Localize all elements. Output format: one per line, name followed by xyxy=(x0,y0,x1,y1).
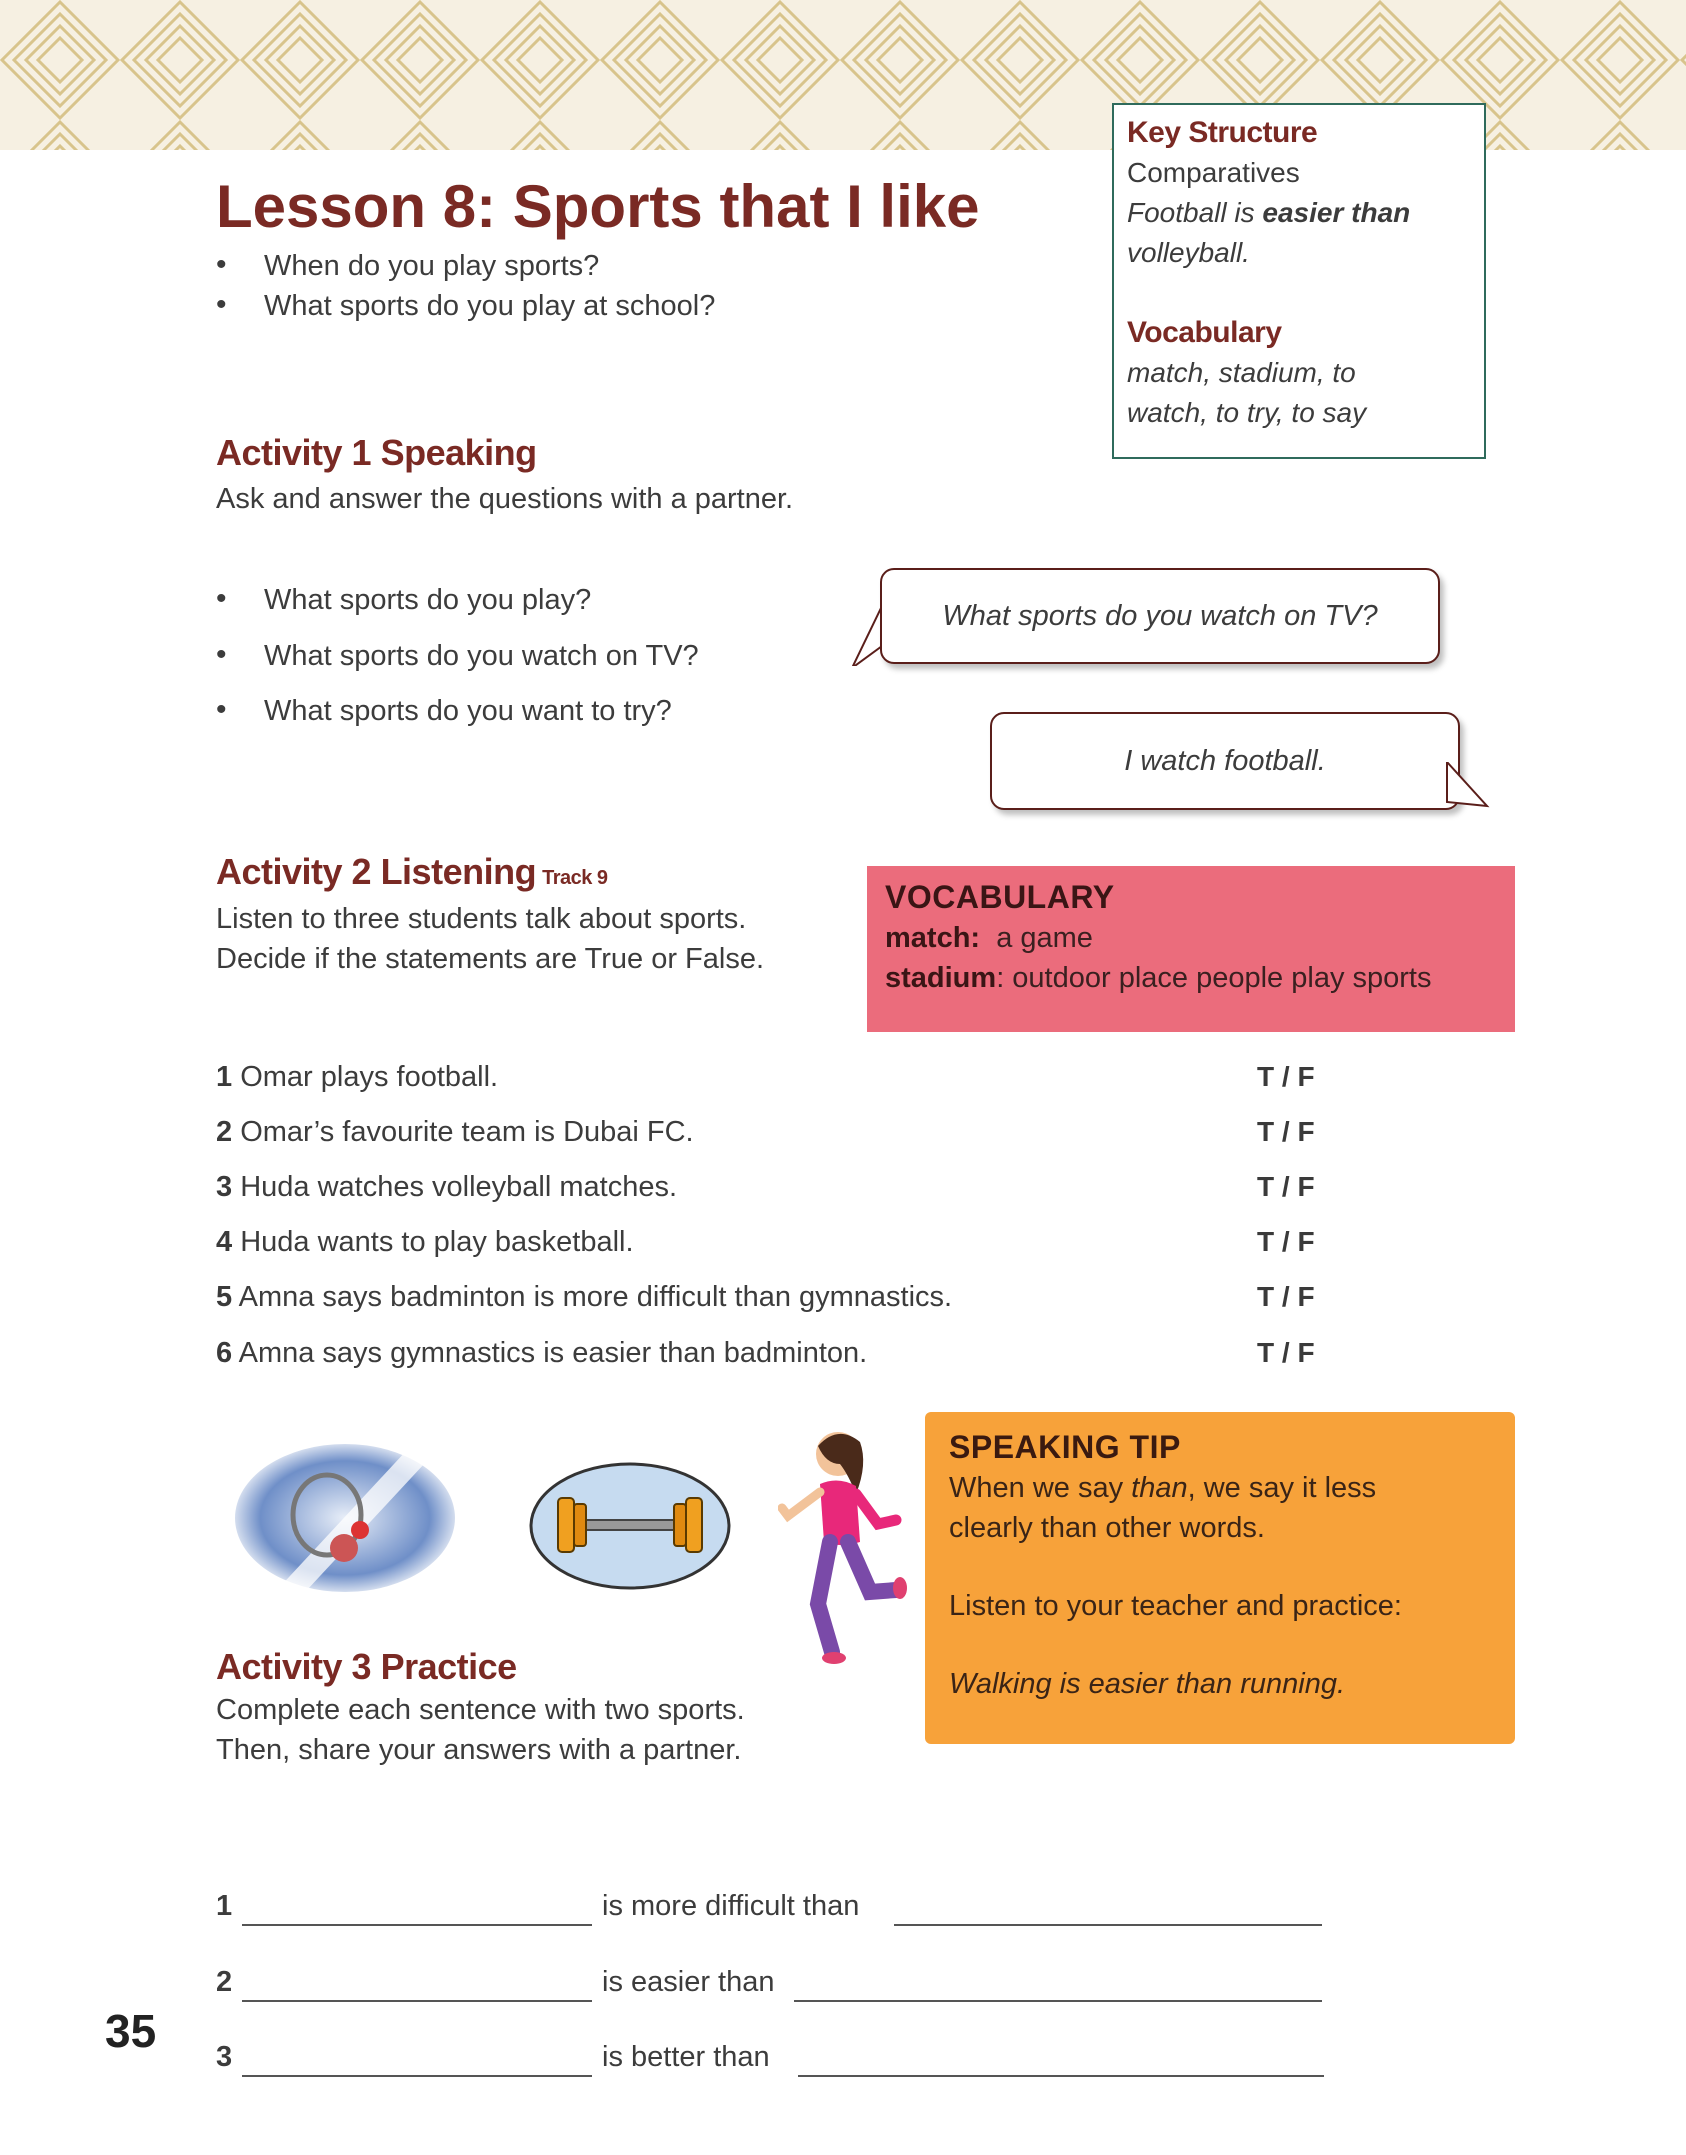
true-false-choice[interactable]: T / F xyxy=(1257,1281,1315,1312)
runner-icon xyxy=(778,1424,908,1672)
practice-item-number: 2 xyxy=(216,1966,233,1998)
statement-row: 2 Omar’s favourite team is Dubai FC. xyxy=(216,1116,694,1148)
practice-item-number: 1 xyxy=(216,1890,233,1922)
bullet-icon: • xyxy=(216,693,227,726)
statement-row: 3 Huda watches volleyball matches. xyxy=(216,1171,678,1203)
answer-blank[interactable] xyxy=(242,1924,592,1926)
key-structure-box xyxy=(1112,103,1486,459)
activity2-instruction: Decide if the statements are True or False. xyxy=(216,943,765,975)
practice-item-text: is easier than xyxy=(602,1966,775,1998)
activity3-heading: Activity 3 Practice xyxy=(216,1646,517,1687)
key-structure-example: Football is easier than xyxy=(1127,197,1411,228)
bullet-icon: • xyxy=(216,582,227,615)
true-false-choice[interactable]: T / F xyxy=(1257,1171,1315,1202)
practice-item-text: is better than xyxy=(602,2041,770,2073)
key-structure-example-end: volleyball. xyxy=(1127,237,1250,268)
activity3-instruction: Then, share your answers with a partner. xyxy=(216,1734,742,1766)
activity3-instruction: Complete each sentence with two sports. xyxy=(216,1694,745,1726)
speaking-tip-box xyxy=(925,1412,1515,1744)
vocabulary-box xyxy=(867,866,1515,1032)
activity2-heading: Activity 2 Listening Track 9 xyxy=(216,851,608,892)
answer-blank[interactable] xyxy=(242,2000,592,2002)
activity2-instruction: Listen to three students talk about sports. xyxy=(216,903,747,935)
statement-row: 6 Amna says gymnastics is easier than badminton. xyxy=(216,1337,868,1369)
speech-bubble-question xyxy=(852,568,1452,668)
bubble-answer-text: I watch football. xyxy=(990,712,1460,810)
bullet-icon: • xyxy=(216,248,227,281)
answer-blank[interactable] xyxy=(794,2000,1322,2002)
speaking-tip-text: When we say than, we say it less xyxy=(949,1472,1377,1504)
dumbbell-icon xyxy=(528,1460,732,1592)
vocab-definition: match: a game xyxy=(885,922,1093,954)
key-structure-heading: Key Structure xyxy=(1127,116,1318,149)
weights-illustration xyxy=(528,1460,732,1592)
statement-row: 4 Huda wants to play basketball. xyxy=(216,1226,634,1258)
bullet-icon: • xyxy=(216,638,227,671)
bubble-tail-icon xyxy=(1445,762,1490,822)
speaking-tip-heading: SPEAKING TIP xyxy=(949,1429,1181,1465)
vocabulary-heading: Vocabulary xyxy=(1127,316,1282,349)
intro-question: • What sports do you play at school? xyxy=(216,288,716,322)
bullet-icon: • xyxy=(216,288,227,321)
vocabulary-words: match, stadium, to xyxy=(1127,357,1356,388)
intro-question: • When do you play sports? xyxy=(216,248,600,282)
speaking-tip-text: clearly than other words. xyxy=(949,1512,1265,1544)
activity1-question: • What sports do you watch on TV? xyxy=(216,638,699,672)
true-false-choice[interactable]: T / F xyxy=(1257,1337,1315,1368)
true-false-choice[interactable]: T / F xyxy=(1257,1061,1315,1092)
badminton-illustration xyxy=(232,1440,458,1595)
speaking-tip-example: Walking is easier than running. xyxy=(949,1668,1346,1700)
running-girl-illustration xyxy=(778,1424,908,1672)
practice-item-text: is more difficult than xyxy=(602,1890,860,1922)
page-number: 35 xyxy=(105,2005,157,2057)
vocab-definition: stadium: outdoor place people play sports xyxy=(885,962,1432,994)
statement-row: 5 Amna says badminton is more difficult than gymnastics. xyxy=(216,1281,953,1313)
speaking-tip-text: Listen to your teacher and practice: xyxy=(949,1590,1402,1622)
answer-blank[interactable] xyxy=(242,2075,592,2077)
activity1-question: • What sports do you want to try? xyxy=(216,693,672,727)
answer-blank[interactable] xyxy=(798,2075,1324,2077)
true-false-choice[interactable]: T / F xyxy=(1257,1226,1315,1257)
statement-row: 1 Omar plays football. xyxy=(216,1061,499,1093)
practice-item-number: 3 xyxy=(216,2041,233,2073)
answer-blank[interactable] xyxy=(894,1924,1322,1926)
lesson-title: Lesson 8: Sports that I like xyxy=(216,173,980,240)
key-structure-topic: Comparatives xyxy=(1127,157,1300,188)
activity1-heading: Activity 1 Speaking xyxy=(216,432,537,473)
badminton-icon xyxy=(232,1440,458,1595)
activity1-instruction: Ask and answer the questions with a partner. xyxy=(216,483,794,515)
vocabulary-words: watch, to try, to say xyxy=(1127,397,1367,428)
track-label: Track 9 xyxy=(542,867,608,889)
bubble-question-text: What sports do you watch on TV? xyxy=(880,568,1440,664)
speech-bubble-answer xyxy=(990,712,1490,822)
activity1-question: • What sports do you play? xyxy=(216,582,592,616)
vocab-box-heading: VOCABULARY xyxy=(885,879,1115,915)
true-false-choice[interactable]: T / F xyxy=(1257,1116,1315,1147)
